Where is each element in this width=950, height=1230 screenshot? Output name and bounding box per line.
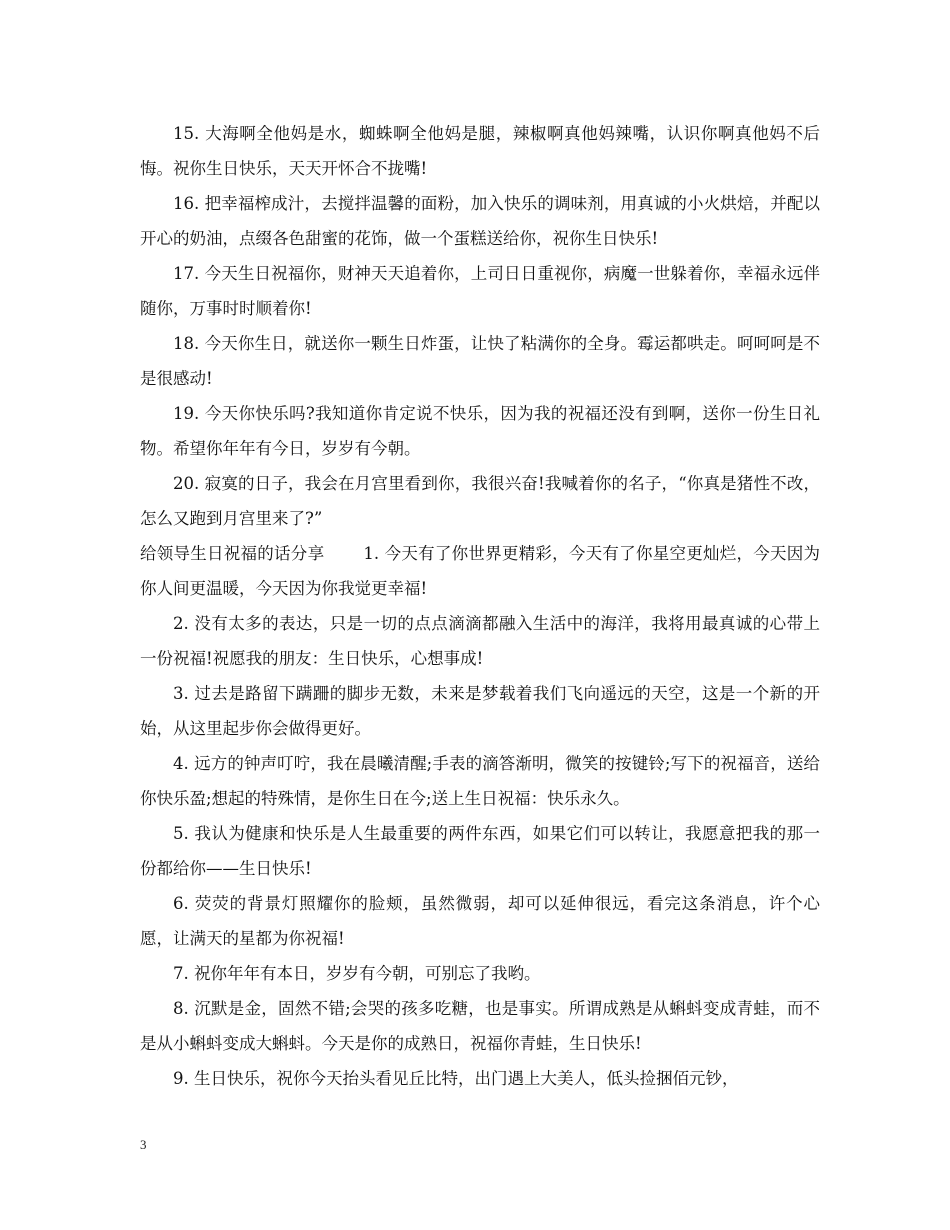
paragraph-8: 8. 沉默是金，固然不错;会哭的孩多吃糖，也是事实。所谓成熟是从蝌蚪变成青蛙，而不是从小蝌蚪变成大蝌蚪。今天是你的成熟日，祝福你青蛙，生日快乐! (140, 999, 820, 1053)
paragraph-6: 6. 荧荧的背景灯照耀你的脸颊，虽然微弱，却可以延伸很远，看完这条消息，许个心愿，让满天的星都为你祝福! (140, 894, 820, 948)
document-body (140, 116, 820, 1096)
paragraph-4: 4. 远方的钟声叮咛，我在晨曦清醒;手表的滴答渐明，微笑的按键铃;写下的祝福音，送给你快乐盈;想起的特殊情，是你生日在今;送上生日祝福：快乐永久。 (140, 754, 820, 808)
paragraph-18: 18. 今天你生日，就送你一颗生日炸蛋，让快了粘满你的全身。霉运都哄走。呵呵呵是不是很感动! (140, 334, 820, 388)
paragraph-16: 16. 把幸福榨成汁，去搅拌温馨的面粉，加入快乐的调味剂，用真诚的小火烘焙，并配以开心的奶油，点缀各色甜蜜的花饰，做一个蛋糕送给你，祝你生日快乐! (140, 194, 820, 248)
paragraph-3: 3. 过去是路留下蹒跚的脚步无数，未来是梦载着我们飞向遥远的天空，这是一个新的开始，从这里起步你会做得更好。 (140, 684, 820, 738)
section-heading-leader-wishes: 给领导生日祝福的话分享 1. 今天有了你世界更精彩，今天有了你星空更灿烂，今天因为你人间更温暖，今天因为你我觉更幸福! (140, 544, 820, 598)
paragraph-5: 5. 我认为健康和快乐是人生最重要的两件东西，如果它们可以转让，我愿意把我的那一份都给你——生日快乐! (140, 824, 820, 878)
paragraph-9: 9. 生日快乐，祝你今天抬头看见丘比特，出门遇上大美人，低头捡捆佰元钞， (173, 1069, 739, 1088)
paragraph-20: 20. 寂寞的日子，我会在月宫里看到你，我很兴奋!我喊着你的名子，“你真是猪性不改，怎么又跑到月宫里来了?” (140, 474, 820, 528)
paragraph-17: 17. 今天生日祝福你，财神天天追着你，上司日日重视你，病魔一世躲着你，幸福永远伴随你，万事时时顺着你! (140, 264, 820, 318)
paragraph-2: 2. 没有太多的表达，只是一切的点点滴滴都融入生活中的海洋，我将用最真诚的心带上一份祝福!祝愿我的朋友：生日快乐，心想事成! (140, 614, 820, 668)
page-number: 3 (140, 1137, 147, 1152)
paragraph-7: 7. 祝你年年有本日，岁岁有今朝，可别忘了我哟。 (173, 964, 541, 983)
paragraph-15: 15. 大海啊全他妈是水，蜘蛛啊全他妈是腿，辣椒啊真他妈辣嘴，认识你啊真他妈不后悔。祝你生日快乐，天天开怀合不拢嘴! (140, 124, 820, 178)
paragraph-19: 19. 今天你快乐吗?我知道你肯定说不快乐，因为我的祝福还没有到啊，送你一份生日礼物。希望你年年有今日，岁岁有今朝。 (140, 404, 820, 458)
